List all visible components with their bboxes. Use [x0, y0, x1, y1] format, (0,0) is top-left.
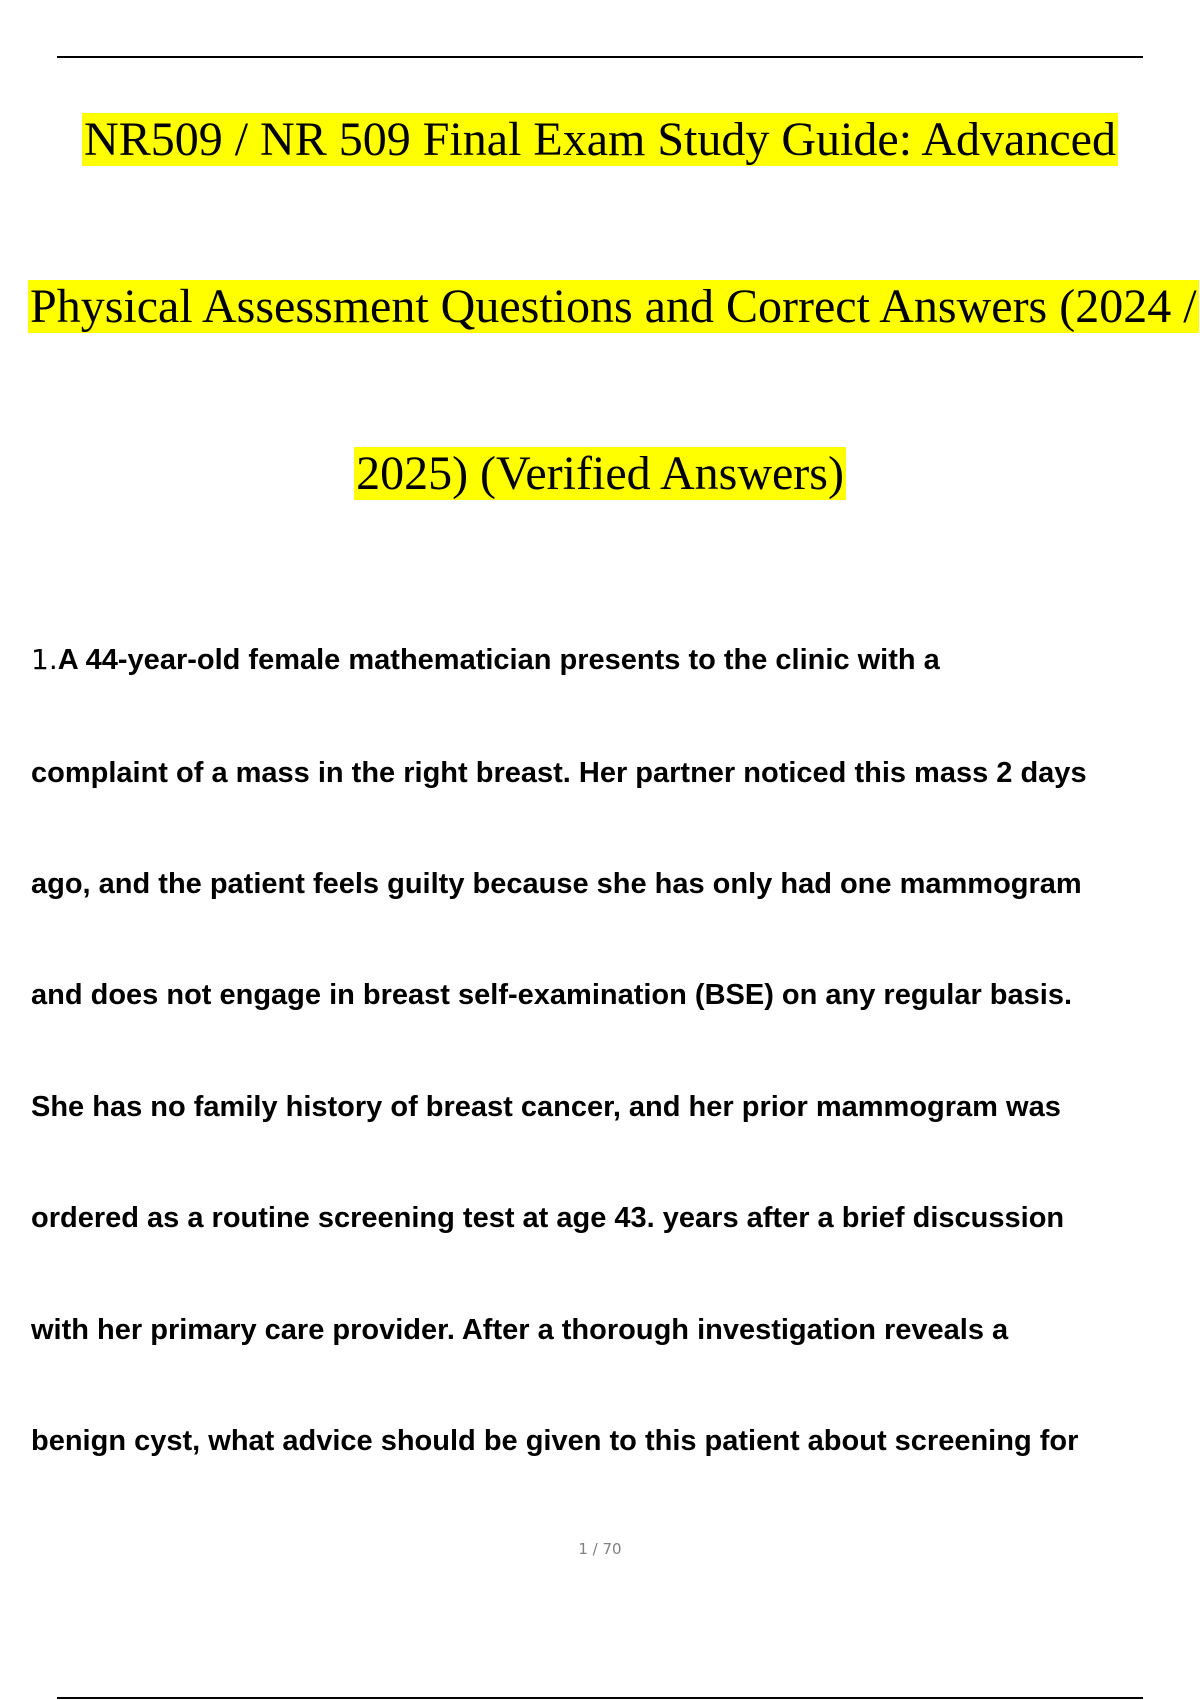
- question-line-8: benign cyst, what advice should be given to this patient about screening for: [31, 1425, 1079, 1457]
- top-rule: [57, 56, 1143, 58]
- document-title-line-1: [0, 112, 1200, 168]
- document-title-line-3: [0, 446, 1200, 502]
- question-line-1: [31, 643, 1200, 677]
- bottom-rule: [57, 1697, 1143, 1699]
- page-indicator: 1 / 70: [578, 1540, 622, 1558]
- question-line-6: ordered as a routine screening test at age 43. years after a brief discussion: [31, 1202, 1065, 1234]
- question-line-3: ago, and the patient feels guilty because she has only had one mammogram: [31, 868, 1082, 900]
- question-text: A 44-year-old female mathematician presents to the clinic with a: [57, 644, 940, 676]
- document-title-line-2: [28, 279, 1200, 335]
- question-line-4: and does not engage in breast self-examination (BSE) on any regular basis.: [31, 979, 1073, 1011]
- question-number: 1.: [31, 643, 58, 676]
- title-highlight: 2025) (Verified Answers): [356, 447, 844, 500]
- question-line-7: with her primary care provider. After a thorough investigation reveals a: [31, 1314, 1009, 1346]
- title-highlight: NR509 / NR 509 Final Exam Study Guide: Advanced: [84, 113, 1116, 166]
- title-highlight: Physical Assessment Questions and Correct Answers (2024 /: [30, 280, 1197, 333]
- question-line-5: She has no family history of breast cancer, and her prior mammogram was: [31, 1091, 1061, 1123]
- question-line-2: complaint of a mass in the right breast. Her partner noticed this mass 2 days: [31, 757, 1087, 789]
